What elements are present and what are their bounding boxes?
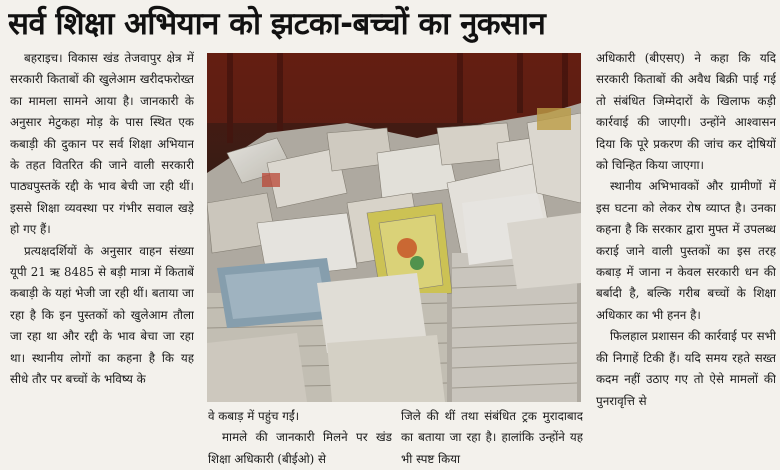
- paragraph: मामले की जानकारी मिलने पर खंड शिक्षा अधिकारी (बीईओ) से: [208, 430, 392, 466]
- paragraph: अधिकारी (बीएसए) ने कहा कि यदि सरकारी किताबों की अवैध बिक्री पाई गई तो संबंधित जिम्मेदारों के खिलाफ कड़ी कार्रवाई की जाएगी। उन्होंने आश्वासन दिया कि पूरे प्रकरण की जांच कर दोषियों को चिन्हित किया जाएगा।: [596, 51, 776, 173]
- article-column-right: [596, 48, 776, 470]
- article-column-left: [10, 48, 194, 470]
- paragraph: स्थानीय अभिभावकों और ग्रामीणों में इस घटना को लेकर रोष व्याप्त है। उनका कहना है कि सरकार द्वारा मुफ्त में उपलब्ध कराई जाने वाली पुस्तकों का इस तरह कबाड़ में जाना न केवल सरकारी धन की बर्बादी है, बल्कि गरीब बच्चों के शिक्षा अधिकार का भी हनन है।: [596, 179, 776, 322]
- paragraph: फिलहाल प्रशासन की कार्रवाई पर सभी की निगाहें टिकी हैं। यदि समय रहते सख्त कदम नहीं उठाए गए तो ऐसे मामलों की पुनरावृत्ति से: [596, 329, 776, 408]
- article-column-middle-b: [401, 406, 583, 470]
- headline: सर्व शिक्षा अभियान को झटका-बच्चों का नुकसान: [8, 6, 546, 42]
- paragraph: प्रत्यक्षदर्शियों के अनुसार वाहन संख्या यूपी 21 ऋ 8485 से बड़ी मात्रा में किताबें कबाड़ी के यहां भेजी जा रही थीं। बताया जा रहा है कि इन पुस्तकों को खुलेआम तौला जा रहा था और रद्दी के भाव बेचा जा रहा था। स्थानीय लोगों का कहना है कि यह सीधे तौर पर बच्चों के भविष्य के: [10, 243, 194, 387]
- news-photo-books-pile: [207, 53, 581, 402]
- paragraph: बहराइच। विकास खंड तेजवापुर क्षेत्र में सरकारी किताबों की खुलेआम खरीदफरोख्त का मामला सामने आया है। जानकारी के अनुसार मेटुकहा मोड़ के पास स्थित एक कबाड़ी की दुकान पर सर्व शिक्षा अभियान के तहत वितरित की जाने वाली सरकारी पाठ्यपुस्तकें रद्दी के भाव बेची जा रही थीं। इससे शिक्षा व्यवस्था पर गंभीर सवाल खड़े हो गए हैं।: [10, 51, 194, 237]
- paragraph: वे कबाड़ में पहुंच गईं।: [208, 409, 300, 423]
- paragraph: जिले की थीं तथा संबंधित ट्रक मुरादाबाद का बताया जा रहा है। हालांकि उन्होंने यह भी स्पष्ट किया: [401, 409, 583, 466]
- books-pile-illustration: [207, 53, 581, 402]
- article-column-middle-a: [208, 406, 392, 470]
